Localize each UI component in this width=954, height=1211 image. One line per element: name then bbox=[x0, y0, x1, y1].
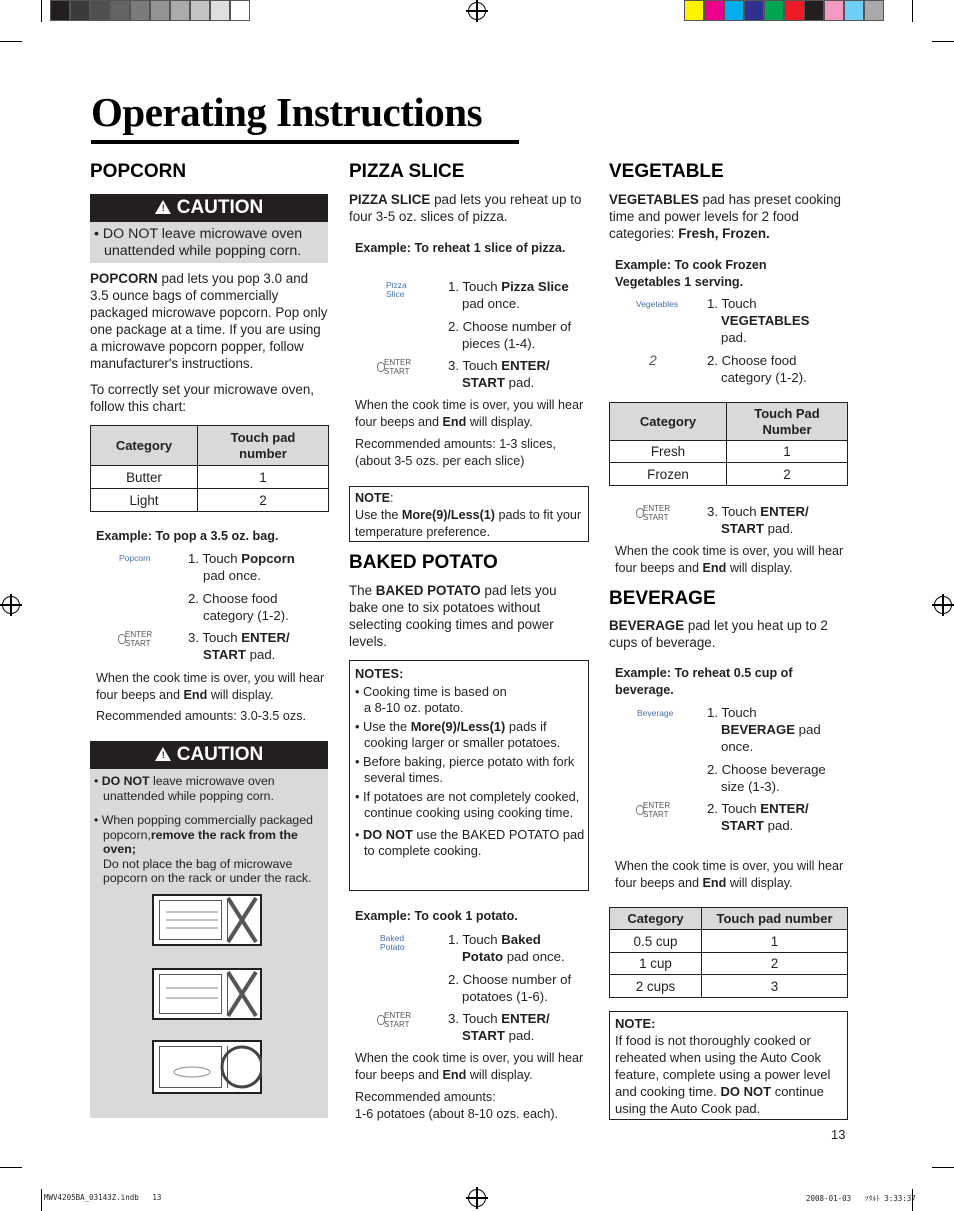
potato-end-text: When the cook time is over, you will hear four beeps and End will display. bbox=[355, 1051, 584, 1082]
enter-start-icon: ENTER START bbox=[125, 630, 153, 648]
note-item: • Use the More(9)/Less(1) pads if cooking larger or smaller potatoes. bbox=[355, 718, 561, 750]
beverage-step2: 2. Choose beverage size (1-3). bbox=[707, 762, 826, 794]
popcorn-example: Example: To pop a 3.5 oz. bag. bbox=[96, 529, 279, 543]
popcorn-step2: 2. Choose food category (1-2). bbox=[188, 591, 289, 623]
page-title: Operating Instructions bbox=[91, 89, 483, 135]
beverage-example: Example: To reheat 0.5 cup of beverage. bbox=[615, 666, 793, 697]
crop-mark bbox=[932, 41, 954, 42]
color-swatch bbox=[684, 0, 704, 21]
table-header: Touch pad number bbox=[702, 908, 848, 930]
crop-mark bbox=[932, 1167, 954, 1168]
note-item: • If potatoes are not completely cooked, continue cooking using cooking time. bbox=[355, 788, 580, 820]
potato-notes: NOTES: • Cooking time is based on a 8-10 oz. potato. • Use the More(9)/Less(1) pads if cooking larger or smaller potatoes. • Before baking, pierce potato with fork several times. • If potatoes are not completely cooked, continue cooking using cooking time. • DO NOT use the BAKED POTATO pad to complete cooking. bbox=[355, 666, 585, 858]
vegetable-step3: 3. Touch ENTER/ START pad. bbox=[707, 504, 809, 536]
registration-mark-icon bbox=[468, 2, 486, 20]
beverage-step1: 1. Touch BEVERAGE pad once. bbox=[707, 705, 821, 754]
enter-start-icon: ENTER START bbox=[384, 1011, 412, 1029]
vegetable-step1: 1. Touch VEGETABLES pad. bbox=[707, 296, 810, 345]
table-row: 2 cups 3 bbox=[610, 975, 848, 998]
warning-icon: ! bbox=[155, 747, 171, 761]
popcorn-table bbox=[90, 425, 329, 512]
color-swatch bbox=[210, 0, 230, 21]
pizza-heading: PIZZA SLICE bbox=[349, 161, 465, 182]
oven-illustration-under-rack-wrong bbox=[152, 968, 262, 1020]
color-swatch bbox=[130, 0, 150, 21]
color-swatch bbox=[150, 0, 170, 21]
caution2-bullet1: • DO NOT leave microwave oven unattended while popping corn. bbox=[94, 774, 275, 803]
pizza-example: Example: To reheat 1 slice of pizza. bbox=[355, 241, 566, 255]
color-swatch bbox=[110, 0, 130, 21]
popcorn-caution-bar: ! CAUTION bbox=[90, 194, 328, 222]
popcorn-end-text: When the cook time is over, you will hear four beeps and End will display. bbox=[96, 671, 325, 702]
crop-mark bbox=[912, 0, 913, 22]
color-swatch bbox=[50, 0, 70, 21]
beverage-end-text: When the cook time is over, you will hear four beeps and End will display. bbox=[615, 859, 844, 890]
color-swatch bbox=[764, 0, 784, 21]
note-item: • DO NOT use the BAKED POTATO pad to complete cooking. bbox=[355, 826, 585, 858]
enter-start-icon: ENTER START bbox=[643, 801, 671, 819]
pizza-end-text: When the cook time is over, you will hear four beeps and End will display. bbox=[355, 398, 584, 429]
popcorn-pad-icon: Popcorn bbox=[119, 553, 151, 563]
beverage-heading: BEVERAGE bbox=[609, 588, 716, 609]
date-info: 2008-01-03 ｿﾀﾙﾄ 3:33:37 bbox=[806, 1194, 916, 1203]
potato-heading: BAKED POTATO bbox=[349, 552, 498, 573]
color-swatch bbox=[824, 0, 844, 21]
popcorn-heading: POPCORN bbox=[90, 161, 187, 182]
warning-icon: ! bbox=[155, 200, 171, 214]
pizza-step3: 3. Touch ENTER/ START pad. bbox=[448, 358, 550, 390]
table-row: Butter 1 bbox=[91, 466, 329, 489]
note-item: • Cooking time is based on a 8-10 oz. potato. bbox=[355, 683, 507, 715]
potato-intro: The BAKED POTATO pad lets you bake one to six potatoes without selecting cooking times and power levels. bbox=[349, 583, 557, 649]
page-number: 13 bbox=[831, 1127, 846, 1142]
table-row: Frozen 2 bbox=[610, 463, 848, 486]
crop-mark bbox=[41, 0, 42, 22]
table-row: 0.5 cup 1 bbox=[610, 930, 848, 953]
title-rule bbox=[91, 140, 519, 144]
note-item: • Before baking, pierce potato with fork several times. bbox=[355, 753, 575, 785]
registration-mark-icon bbox=[934, 596, 952, 614]
beverage-pad-icon: Beverage bbox=[637, 708, 674, 718]
registration-mark-icon bbox=[2, 596, 20, 614]
color-swatch bbox=[70, 0, 90, 21]
color-swatch bbox=[90, 0, 110, 21]
table-header: Category bbox=[610, 403, 727, 441]
registration-mark-icon bbox=[468, 1189, 486, 1207]
popcorn-caution-text: • DO NOT leave microwave oven unattended while popping corn. bbox=[94, 226, 303, 259]
oven-illustration-rack-wrong bbox=[152, 894, 262, 946]
vegetable-step2: 2. Choose food category (1-2). bbox=[707, 353, 807, 385]
table-header: Touch Pad Number bbox=[727, 403, 848, 441]
vegetable-example: Example: To cook Frozen Vegetables 1 serving. bbox=[615, 258, 767, 289]
color-swatch bbox=[864, 0, 884, 21]
vegetable-intro: VEGETABLES pad has preset cooking time and power levels for 2 food categories: Fresh, Frozen. bbox=[609, 192, 841, 241]
color-swatch bbox=[704, 0, 724, 21]
beverage-note: NOTE: If food is not thoroughly cooked or reheated when using the Auto Cook feature, complete using a power level and cooking time. DO NOT continue using the Auto Cook pad. bbox=[615, 1016, 831, 1116]
enter-start-icon: ENTER START bbox=[643, 504, 671, 522]
crop-mark bbox=[41, 1189, 42, 1211]
digit-2-icon: 2 bbox=[649, 352, 657, 368]
popcorn-step3: 3. Touch ENTER/ START pad. bbox=[188, 630, 290, 662]
caution2-bullet2: • When popping commercially packaged popcorn,remove the rack from the oven; Do not place the bag of microwave popcorn on the rack or under the rack. bbox=[94, 813, 313, 885]
potato-amounts: Recommended amounts: 1-6 potatoes (about 8-10 ozs. each). bbox=[355, 1090, 559, 1121]
file-info: MWV4205BA_03143Z.indb 13 bbox=[44, 1193, 162, 1202]
table-header: Category bbox=[91, 426, 198, 466]
color-swatch bbox=[190, 0, 210, 21]
table-row: 1 cup 2 bbox=[610, 953, 848, 975]
oven-illustration-correct bbox=[152, 1040, 262, 1094]
color-swatch bbox=[844, 0, 864, 21]
potato-step1: 1. Touch Baked Potato pad once. bbox=[448, 932, 565, 964]
pizza-step2: 2. Choose number of pieces (1-4). bbox=[448, 319, 572, 351]
color-swatch bbox=[804, 0, 824, 21]
pizza-step1: 1. Touch Pizza Slice pad once. bbox=[448, 279, 569, 311]
potato-pad-icon: Baked Potato bbox=[380, 933, 405, 952]
popcorn-intro: POPCORN pad lets you pop 3.0 and 3.5 ounce bags of commercially packaged microwave popcorn. Pop only one package at a time. If you are using a microwave popcorn popper, follow manufacturer's instructions. bbox=[90, 271, 328, 371]
color-swatch bbox=[230, 0, 250, 21]
pizza-pad-icon: Pizza Slice bbox=[386, 280, 407, 299]
potato-example: Example: To cook 1 potato. bbox=[355, 909, 518, 923]
table-row: Fresh 1 bbox=[610, 441, 848, 463]
vegetable-heading: VEGETABLE bbox=[609, 161, 724, 182]
color-swatch bbox=[170, 0, 190, 21]
popcorn-caution-bar-2: ! CAUTION bbox=[90, 741, 328, 769]
potato-step2: 2. Choose number of potatoes (1-6). bbox=[448, 972, 572, 1004]
pizza-note: NOTE: Use the More(9)/Less(1) pads to fit your temperature preference. bbox=[355, 491, 582, 539]
crop-mark bbox=[0, 1167, 22, 1168]
pizza-intro: PIZZA SLICE pad lets you reheat up to four 3-5 oz. slices of pizza. bbox=[349, 192, 582, 224]
beverage-step3: 2. Touch ENTER/ START pad. bbox=[707, 801, 809, 833]
vegetable-table bbox=[609, 402, 848, 486]
table-header: Category bbox=[610, 908, 702, 930]
vegetables-pad-icon: Vegetables bbox=[636, 299, 679, 309]
popcorn-chart-intro: To correctly set your microwave oven, follow this chart: bbox=[90, 382, 314, 414]
enter-start-icon: ENTER START bbox=[384, 358, 412, 376]
pizza-amounts: Recommended amounts: 1-3 slices, (about 3-5 ozs. per each slice) bbox=[355, 437, 556, 468]
table-row: Light 2 bbox=[91, 489, 329, 512]
beverage-table bbox=[609, 907, 848, 998]
color-swatch bbox=[724, 0, 744, 21]
popcorn-step1: 1. Touch Popcorn pad once. bbox=[188, 551, 295, 583]
potato-step3: 3. Touch ENTER/ START pad. bbox=[448, 1011, 550, 1043]
popcorn-amounts: Recommended amounts: 3.0-3.5 ozs. bbox=[96, 709, 307, 723]
color-swatch bbox=[744, 0, 764, 21]
table-header: Touch pad number bbox=[198, 426, 329, 466]
crop-mark bbox=[0, 41, 22, 42]
beverage-intro: BEVERAGE pad let you heat up to 2 cups of beverage. bbox=[609, 618, 828, 650]
vegetable-end-text: When the cook time is over, you will hear four beeps and End will display. bbox=[615, 544, 844, 575]
color-swatch bbox=[784, 0, 804, 21]
